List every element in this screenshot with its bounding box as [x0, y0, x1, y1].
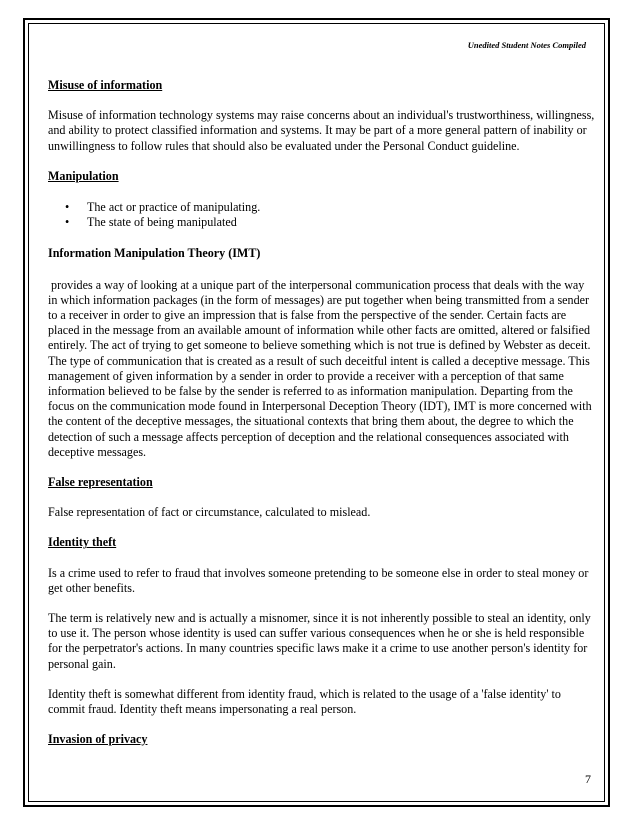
list-item: • The state of being manipulated	[65, 215, 237, 230]
list-item: • The act or practice of manipulating.	[65, 200, 261, 215]
heading-false-representation: False representation	[48, 475, 153, 490]
heading-invasion-of-privacy: Invasion of privacy	[48, 732, 148, 747]
heading-manipulation: Manipulation	[48, 168, 119, 183]
page-header: Unedited Student Notes Compiled	[467, 40, 586, 50]
paragraph-misuse: Misuse of information technology systems may raise concerns about an individual's trustworthiness, willingness, and ability to protect classified information and systems. It may be part of a more general pattern of inability or unwillingness to follow rules that should also be evaluated under the Personal Conduct guideline.	[48, 108, 595, 153]
page-number: 7	[585, 772, 591, 786]
manipulation-list	[48, 200, 596, 230]
bullet-icon: •	[65, 215, 70, 230]
paragraph-identity-theft-2: The term is relatively new and is actually a misnomer, since it is not inherently possible to steal an identity, only to use it. The person whose identity is used can suffer various consequences when he or she is held responsible for the perpetrator's actions. In many countries specific laws make it a crime to use another person's identity for personal gain.	[48, 611, 591, 671]
heading-identity-theft: Identity theft	[48, 535, 117, 550]
paragraph-identity-theft-1: Is a crime used to refer to fraud that involves someone pretending to be someone else in order to steal money or get other benefits.	[48, 565, 589, 595]
bullet-icon: •	[65, 200, 70, 215]
heading-imt: Information Manipulation Theory (IMT)	[48, 246, 261, 261]
paragraph-identity-theft-3: Identity theft is somewhat different from identity fraud, which is related to the usage of a 'false identity' to commit fraud. Identity theft means impersonating a real person.	[48, 686, 561, 717]
heading-misuse-of-information: Misuse of information	[48, 78, 163, 92]
document-body	[48, 78, 596, 748]
paragraph-imt: provides a way of looking at a unique part of the interpersonal communication process that deals with the way in which information packages (in the form of messages) are put together when being transmitted from a sender to a receiver in order to give an impression that is false from the perspective of the sender. Certain facts are placed in the message from an available amount of information while other facts are omitted, altered or falsified entirely. The act of trying to get someone to believe something which is not true is defined by Webster as deceit. The type of communication that is created as a result of such deceitful intent is called a deceptive message. This management of given information by a sender in order to provide a receiver with a perception of that same information believed to be false by the sender is referred to as information manipulation. Departing from the focus on the communication mode found in Interpersonal Deception Theory (IDT), IMT is more concerned with the content of the deceptive messages, the situational contexts that bring them about, the degree to which the detection of such a message affects perception of deception and the relational consequences associated with deceptive messages.	[48, 277, 595, 459]
paragraph-false-representation: False representation of fact or circumstance, calculated to mislead.	[48, 505, 371, 520]
